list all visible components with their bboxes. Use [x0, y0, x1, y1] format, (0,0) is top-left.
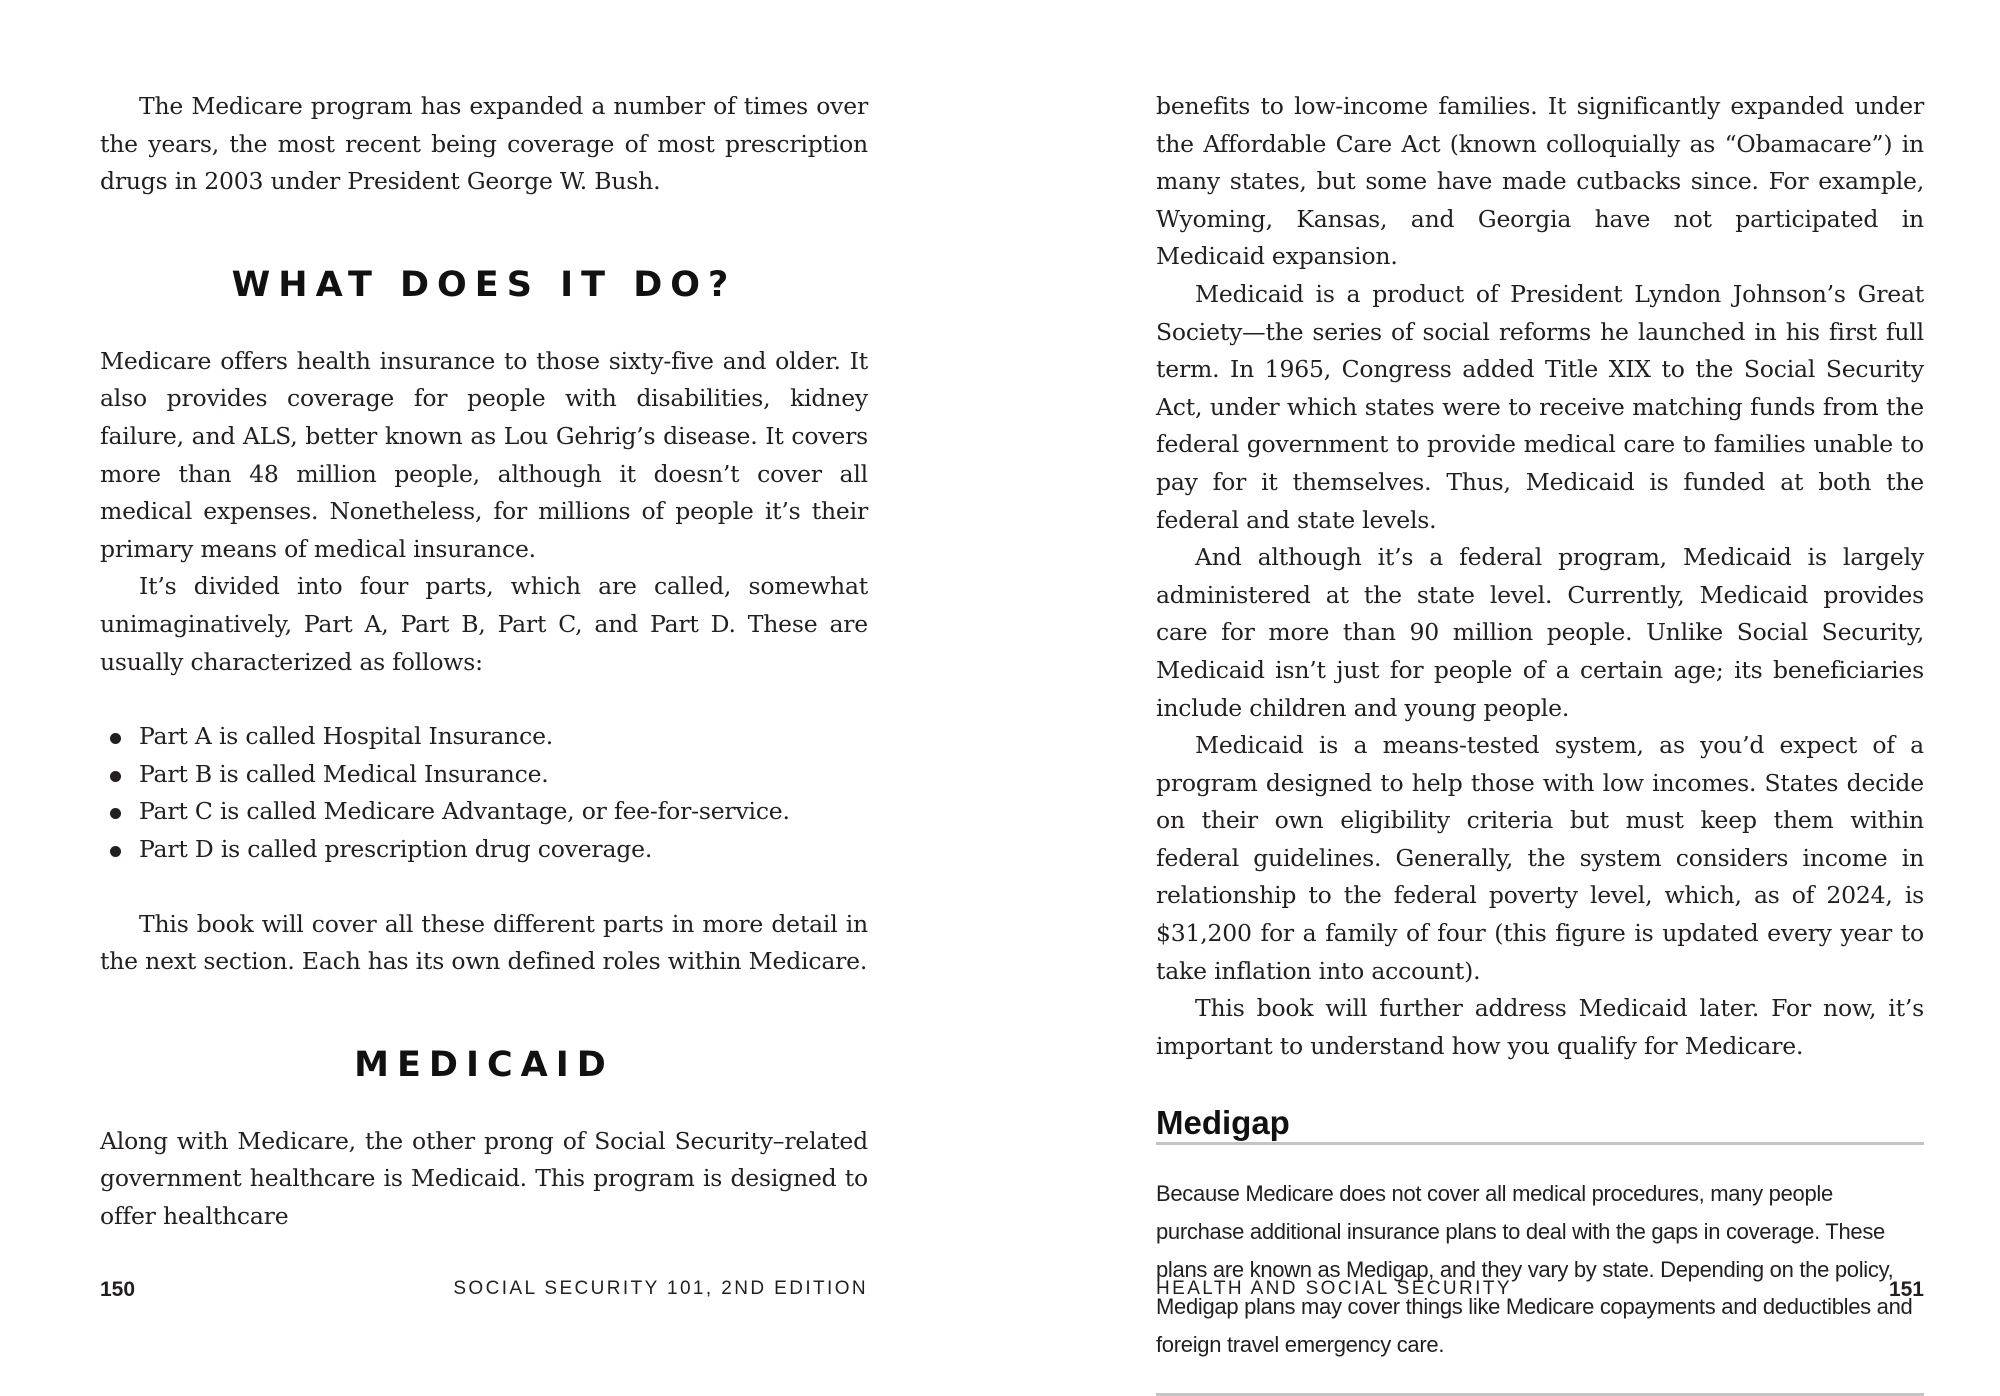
bullet-icon [110, 846, 121, 857]
list-item-text: Part B is called Medical Insurance. [139, 759, 549, 788]
body-paragraph: benefits to low-income families. It significantly expanded under the Affordable Care Act (known colloquially as “Obamacare”) in many states, but some have made cutbacks since. For example, Wyoming, Kansas, and Georgia have not participated in Medicaid expansion. [1156, 92, 1924, 271]
list-item [100, 831, 868, 869]
body-paragraph: This book will cover all these different parts in more detail in the next section. Each has its own defined roles within Medicare. [100, 909, 868, 976]
left-page [0, 0, 1000, 1357]
list-item-text: Part C is called Medicare Advantage, or fee-for-service. [139, 797, 790, 826]
right-text-column [1156, 88, 1924, 1396]
list-item [100, 718, 868, 756]
section-heading-medicaid: MEDICAID [354, 1044, 614, 1085]
body-paragraph: Along with Medicare, the other prong of Social Security–related government healthcare is Medicaid. This program is designed to offer healthcare [100, 1126, 868, 1230]
running-head-left: SOCIAL SECURITY 101, 2ND EDITION [453, 1278, 868, 1299]
intro-paragraph: The Medicare program has expanded a number of times over the years, the most recent being coverage of most prescription drugs in 2003 under President George W. Bush. [100, 92, 868, 196]
running-head-right: HEALTH AND SOCIAL SECURITY [1156, 1278, 1512, 1299]
page-number-right: 151 [1888, 1278, 1924, 1301]
body-paragraph: Medicaid is a product of President Lyndon Johnson’s Great Society—the series of social reforms he launched in his first full term. In 1965, Congress added Title XIX to the Social Security Act, under which states were to receive matching funds from the federal government to provide medical care to families unable to pay for it themselves. Thus, Medicaid is funded at both the federal and state levels. [1156, 279, 1924, 534]
right-page [1000, 0, 2000, 1357]
bullet-icon [110, 771, 121, 782]
bullet-icon [110, 808, 121, 819]
body-paragraph: And although it’s a federal program, Medicaid is largely administered at the state level. Currently, Medicaid provides care for more than 90 million people. Unlike Social Security, Medicaid isn’t just for people of a certain age; its beneficiaries include children and young people. [1156, 543, 1924, 722]
list-item [100, 756, 868, 794]
sidebar-title: Medigap [1156, 1104, 1290, 1142]
list-item-text: Part D is called prescription drug coverage. [139, 834, 653, 863]
body-paragraph: This book will further address Medicaid later. For now, it’s important to understand how you qualify for Medicare. [1156, 994, 1924, 1060]
body-paragraph: It’s divided into four parts, which are called, somewhat unimaginatively, Part A, Part B, Part C, and Part D. These are usually characterized as follows: [100, 572, 868, 676]
sidebar-text: Because Medicare does not cover all medical procedures, many people purchase additional insurance plans to deal with the gaps in coverage. These plans are known as Medigap, and they vary by state. Depending on the policy, Medigap plans may cover things like Medicare copayments and deductibles and foreign travel emergency care. [1156, 1181, 1913, 1357]
page-number-left: 150 [100, 1278, 136, 1301]
body-paragraph: Medicare offers health insurance to those sixty-five and older. It also provides coverage for people with disabilities, kidney failure, and ALS, better known as Lou Gehrig’s disease. It covers more than 48 million people, although it doesn’t cover all medical expenses. Nonetheless, for millions of people it’s their primary means of medical insurance. [100, 346, 868, 563]
list-item [100, 793, 868, 831]
section-heading-what-does-it-do: WHAT DOES IT DO? [231, 264, 737, 305]
bullet-icon [110, 733, 121, 744]
list-item-text: Part A is called Hospital Insurance. [139, 722, 554, 751]
body-paragraph: Medicaid is a means-tested system, as you’d expect of a program designed to help those with low incomes. States decide on their own eligibility criteria but must keep them within federal guidelines. Generally, the system considers income in relationship to the federal poverty level, which, as of 2024, is $31,200 for a family of four (this figure is updated every year to take inflation into account). [1156, 731, 1924, 985]
left-text-column [100, 88, 868, 1235]
medigap-sidebar [1156, 1101, 1924, 1396]
parts-bullet-list [100, 718, 868, 868]
